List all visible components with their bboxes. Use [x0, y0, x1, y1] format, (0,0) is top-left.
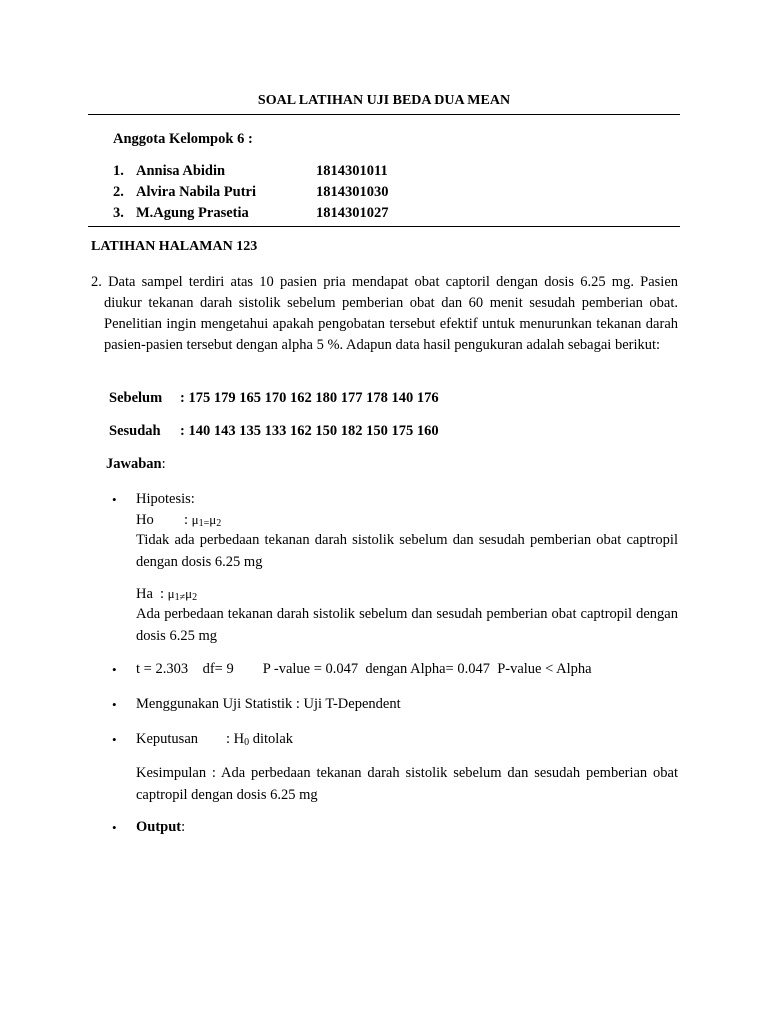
ha-formula — [160, 586, 197, 603]
member-nim: 1814301030 — [316, 184, 389, 200]
members-rule — [88, 226, 680, 227]
bullet-icon: • — [112, 820, 117, 835]
problem-text: 2. Data sampel terdiri atas 10 pasien pria mendapat obat captoril dengan dosis 6.25 mg. Pasien diukur tekanan darah sistolik sebelum pemberian obat dan 60 menit sesudah pemberian obat. Penelitian ingin mengetahui apakah pengobatan tersebut efektif untuk menurunkan tekanan darah pasien-pasien tersebut dengan alpha 5 %. Adapun data hasil pengukuran adalah sebagai berikut: — [91, 274, 678, 353]
keputusan-colon: : H — [226, 731, 245, 747]
sesudah-values: : 140 143 135 133 162 150 182 150 175 160 — [180, 423, 439, 439]
output-label: Output — [136, 819, 182, 835]
jawaban-heading — [106, 456, 166, 473]
member-name: M.Agung Prasetia — [136, 205, 249, 221]
jawaban-label: Jawaban — [106, 456, 162, 472]
keputusan-rest: ditolak — [249, 731, 294, 747]
keputusan-label: Keputusan — [136, 731, 199, 747]
subscript: 2 — [216, 518, 222, 529]
operator: ≠ — [179, 592, 186, 603]
mu-symbol: μ — [209, 512, 217, 527]
mu-symbol: μ — [191, 512, 199, 527]
ho-label: Ho — [136, 512, 154, 528]
output-heading — [136, 819, 185, 836]
member-number: 2. — [113, 184, 124, 200]
member-name: Alvira Nabila Putri — [136, 184, 257, 200]
member-number: 3. — [113, 205, 124, 221]
bullet-icon: • — [112, 492, 117, 507]
ha-colon: : — [160, 586, 165, 602]
uji-line: Menggunakan Uji Statistik : Uji T-Dependent — [136, 696, 401, 712]
mu-symbol: μ — [167, 586, 175, 601]
hipotesis-label: Hipotesis: — [136, 491, 195, 507]
operator: = — [203, 518, 210, 529]
ho-text: Tidak ada perbedaan tekanan darah sistolik sebelum dan sesudah pemberian obat captropil dengan dosis 6.25 mg — [136, 532, 678, 570]
mu-symbol: μ — [185, 586, 193, 601]
ho-formula — [184, 512, 221, 529]
subscript: 1 — [198, 518, 204, 529]
member-nim: 1814301011 — [316, 163, 388, 179]
member-number: 1. — [113, 163, 124, 179]
keputusan-value — [226, 731, 293, 748]
ha-label: Ha — [136, 586, 153, 602]
subscript: 1 — [174, 592, 180, 603]
stats-line: t = 2.303 df= 9 P -value = 0.047 dengan Alpha= 0.047 P-value < Alpha — [136, 661, 592, 677]
output-colon: : — [181, 819, 186, 835]
jawaban-colon: : — [161, 456, 166, 472]
section-heading: LATIHAN HALAMAN 123 — [91, 239, 258, 254]
member-nim: 1814301027 — [316, 205, 389, 221]
sebelum-label: Sebelum — [109, 390, 163, 406]
kesimpulan-text: Kesimpulan : Ada perbedaan tekanan darah sistolik sebelum dan sesudah pemberian obat captropil dengan dosis 6.25 mg — [136, 765, 678, 803]
ho-colon: : — [184, 512, 189, 528]
sebelum-values: : 175 179 165 170 162 180 177 178 140 176 — [180, 390, 439, 406]
bullet-icon: • — [112, 662, 117, 677]
sesudah-label: Sesudah — [109, 423, 161, 439]
subscript: 2 — [192, 592, 198, 603]
title-rule — [88, 114, 680, 115]
bullet-icon: • — [112, 697, 117, 712]
subscript: 0 — [244, 737, 250, 748]
group-label: Anggota Kelompok 6 : — [113, 131, 253, 147]
document-title: SOAL LATIHAN UJI BEDA DUA MEAN — [257, 93, 511, 108]
member-name: Annisa Abidin — [136, 163, 226, 179]
ha-text: Ada perbedaan tekanan darah sistolik sebelum dan sesudah pemberian obat captropil dengan dosis 6.25 mg — [136, 606, 678, 644]
bullet-icon: • — [112, 732, 117, 747]
